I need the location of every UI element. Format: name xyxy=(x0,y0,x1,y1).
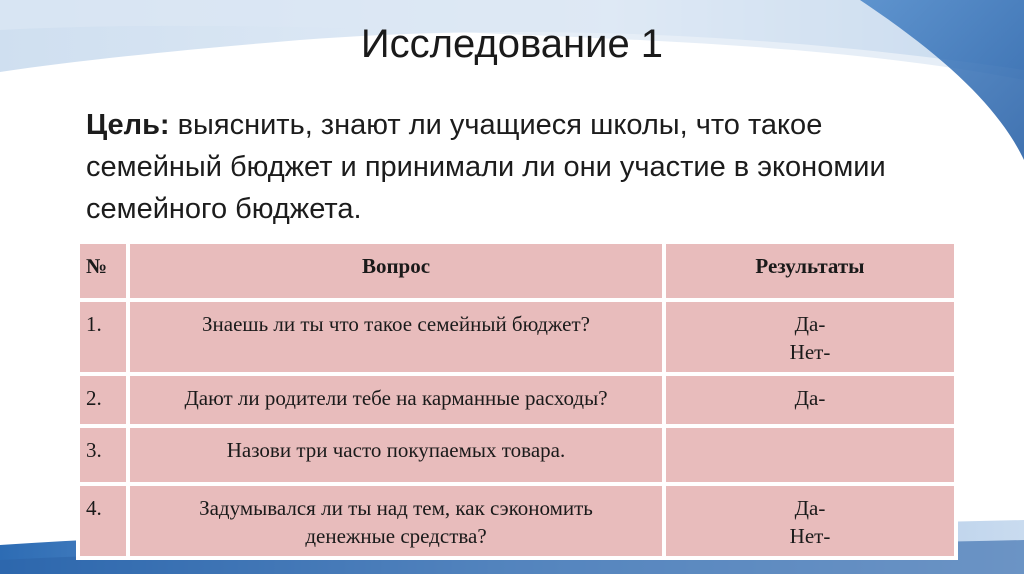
header-question: Вопрос xyxy=(128,242,664,300)
header-results: Результаты xyxy=(664,242,956,300)
result-line: Нет- xyxy=(789,524,831,548)
result-line: Нет- xyxy=(789,340,831,364)
table-row xyxy=(78,484,956,558)
table-row xyxy=(78,300,956,374)
goal-paragraph xyxy=(86,104,966,230)
goal-label: Цель: xyxy=(86,109,170,141)
row-number: 4. xyxy=(78,484,128,558)
row-results xyxy=(664,300,956,374)
row-question: Знаешь ли ты что такое семейный бюджет? xyxy=(128,300,664,374)
row-question: Дают ли родители тебе на карманные расходы? xyxy=(128,374,664,426)
row-number: 3. xyxy=(78,426,128,484)
row-results xyxy=(664,426,956,484)
row-number: 1. xyxy=(78,300,128,374)
goal-text: выяснить, знают ли учащиеся школы, что такое семейный бюджет и принимали ли они участие в экономии семейного бюджета. xyxy=(86,109,886,225)
header-number: № xyxy=(78,242,128,300)
survey-table xyxy=(76,240,958,560)
row-question: Назови три часто покупаемых товара. xyxy=(128,426,664,484)
question-line: денежные средства? xyxy=(305,524,487,548)
table-header-row xyxy=(78,242,956,300)
row-results xyxy=(664,374,956,426)
table-row xyxy=(78,374,956,426)
question-line: Задумывался ли ты над тем, как сэкономить xyxy=(199,496,593,520)
table-row xyxy=(78,426,956,484)
result-line: Да- xyxy=(794,386,826,410)
result-line: Да- xyxy=(794,312,826,336)
row-number: 2. xyxy=(78,374,128,426)
slide-title: Исследование 1 xyxy=(360,22,664,66)
result-line: Да- xyxy=(794,496,826,520)
row-results xyxy=(664,484,956,558)
row-question xyxy=(128,484,664,558)
